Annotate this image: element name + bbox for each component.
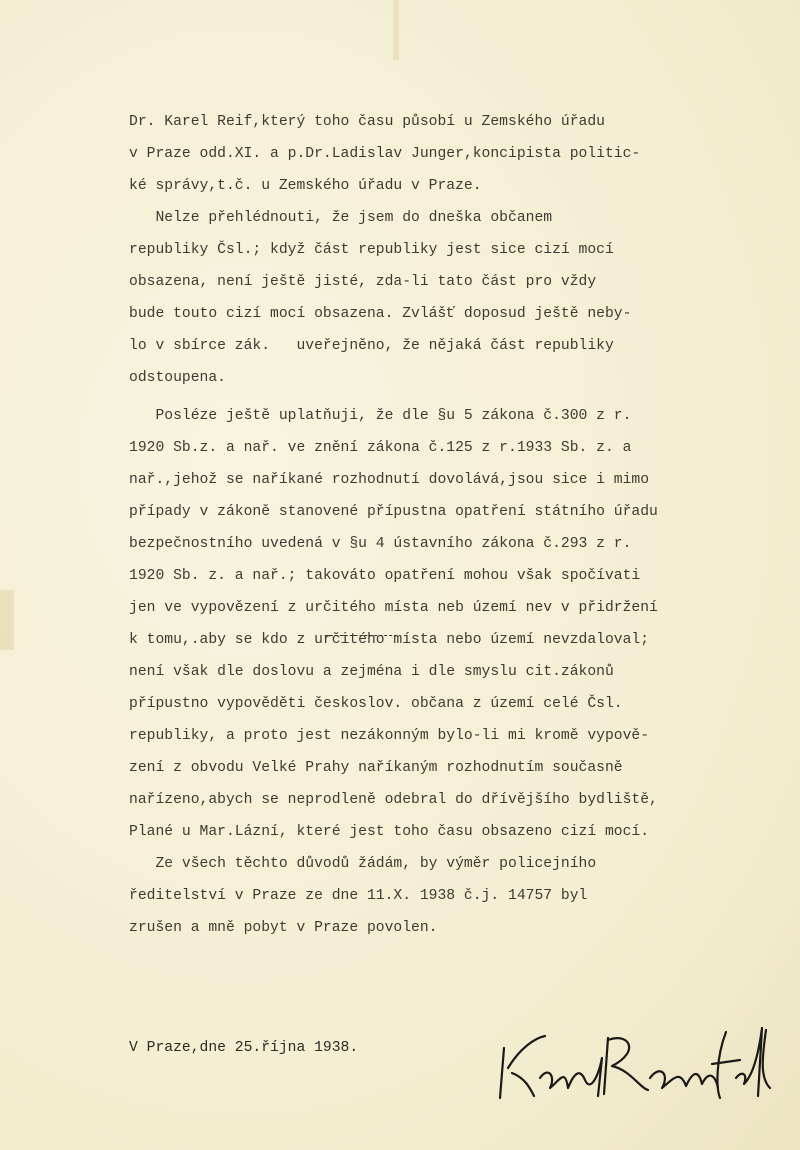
text-line: republiky, a proto jest nezákonným bylo-li mi kromě vypově- bbox=[129, 728, 650, 744]
text-line: ředitelství v Praze ze dne 11.X. 1938 č.j. 14757 byl bbox=[129, 888, 588, 904]
text-line: Posléze ještě uplatňuji, že dle §u 5 zákona č.300 z r. bbox=[129, 408, 632, 424]
text-line: zení z obvodu Velké Prahy naříkaným rozhodnutím současně bbox=[129, 760, 623, 776]
text-line: případy v zákoně stanovené přípustna opatření státního úřadu bbox=[129, 504, 658, 520]
text-underline bbox=[325, 635, 397, 636]
text-line: lo v sbírce zák. uveřejněno, že nějaká část republiky bbox=[129, 338, 614, 354]
text-line: jen ve vypovězení z určitého místa neb území nev v přidržení bbox=[129, 600, 658, 616]
text-line: nař.,jehož se naříkané rozhodnutí dovolává,jsou sice i mimo bbox=[129, 472, 650, 488]
text-line: Dr. Karel Reif,který toho času působí u Zemského úřadu bbox=[129, 114, 605, 130]
paper-fold-mark bbox=[393, 0, 399, 60]
text-line: obsazena, není ještě jisté, zda-li tato část pro vždy bbox=[129, 274, 597, 290]
date-line: V Praze,dne 25.října 1938. bbox=[129, 1040, 359, 1056]
text-line: zrušen a mně pobyt v Praze povolen. bbox=[129, 920, 438, 936]
text-line: k tomu,.aby se kdo z určitého místa nebo území nevzdaloval; bbox=[129, 632, 650, 648]
paper-stain bbox=[0, 590, 14, 650]
text-line: 1920 Sb. z. a nař.; takováto opatření mohou však spočívati bbox=[129, 568, 641, 584]
text-line: není však dle doslovu a zejména i dle smyslu cit.zákonů bbox=[129, 664, 614, 680]
text-line: odstoupena. bbox=[129, 370, 226, 386]
text-line: 1920 Sb.z. a nař. ve znění zákona č.125 z r.1933 Sb. z. a bbox=[129, 440, 632, 456]
text-line: Nelze přehlédnouti, že jsem do dneška občanem bbox=[129, 210, 553, 226]
text-line: bude touto cizí mocí obsazena. Zvlášť doposud ještě neby- bbox=[129, 306, 632, 322]
text-line: nařízeno,abych se neprodleně odebral do dřívějšího bydliště, bbox=[129, 792, 658, 808]
text-line: republiky Čsl.; když část republiky jest sice cizí mocí bbox=[129, 242, 614, 258]
text-line: Ze všech těchto důvodů žádám, by výměr policejního bbox=[129, 856, 597, 872]
text-line: ké správy,t.č. u Zemského úřadu v Praze. bbox=[129, 178, 482, 194]
text-line: Plané u Mar.Lázní, které jest toho času obsazeno cizí mocí. bbox=[129, 824, 650, 840]
handwritten-signature bbox=[490, 1018, 780, 1103]
text-line: bezpečnostního uvedená v §u 4 ústavního zákona č.293 z r. bbox=[129, 536, 632, 552]
text-line: v Praze odd.XI. a p.Dr.Ladislav Junger,koncipista politic- bbox=[129, 146, 641, 162]
text-line: přípustno vypověděti českoslov. občana z území celé Čsl. bbox=[129, 696, 623, 712]
